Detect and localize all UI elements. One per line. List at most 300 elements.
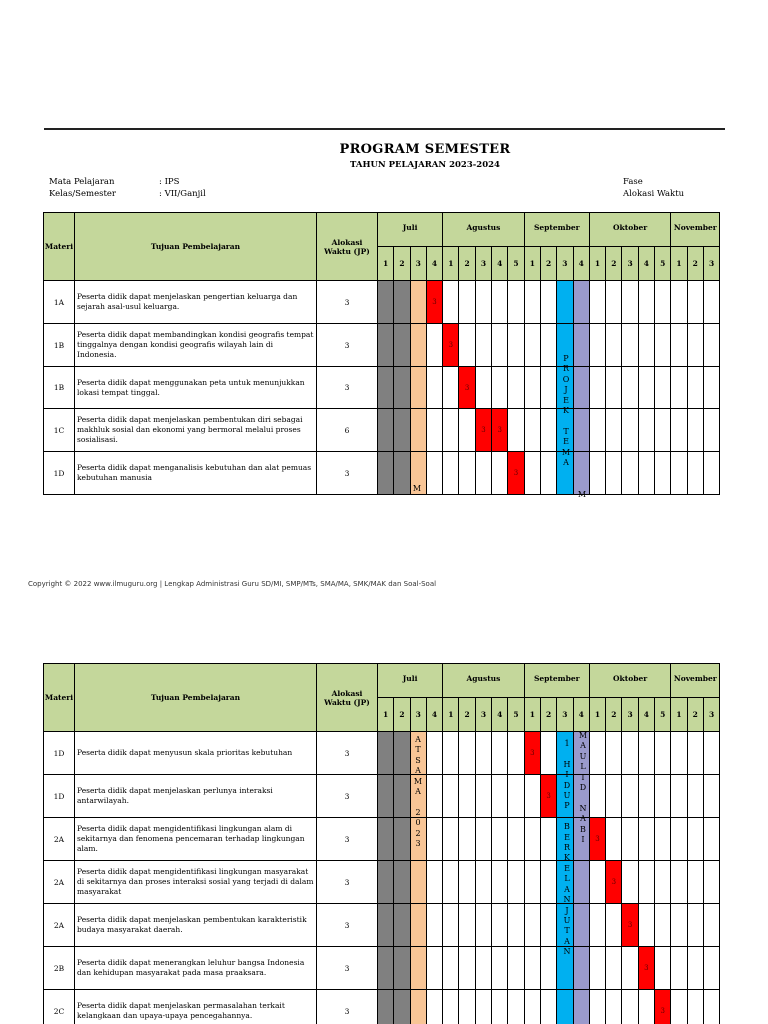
week-cell <box>638 861 654 904</box>
week-cell <box>475 990 491 1024</box>
week-cell <box>589 947 605 990</box>
week-cell <box>475 367 491 409</box>
header-week: 4 <box>573 247 589 281</box>
week-cell <box>671 281 687 324</box>
week-cell <box>378 775 394 818</box>
week-cell <box>426 947 442 990</box>
week-cell <box>622 324 638 367</box>
table-row <box>44 409 720 452</box>
week-cell <box>492 732 508 775</box>
objective-text: Peserta didik dapat menjelaskan pengertian keluarga dan sejarah asal-usul keluarga. <box>75 281 317 324</box>
header-week: 2 <box>540 698 556 732</box>
week-cell <box>443 281 459 324</box>
week-cell <box>459 281 475 324</box>
week-cell <box>687 281 703 324</box>
week-cell <box>638 775 654 818</box>
week-cell <box>622 281 638 324</box>
materi-code: 1D <box>44 732 75 775</box>
week-cell <box>622 367 638 409</box>
header-alokasi: Alokasi Waktu (JP) <box>317 213 378 281</box>
week-cell <box>606 324 622 367</box>
week-cell <box>703 861 719 904</box>
week-cell <box>492 904 508 947</box>
header-week: 5 <box>508 247 524 281</box>
week-cell <box>410 947 426 990</box>
table-row <box>44 947 720 990</box>
header-week: 3 <box>703 698 719 732</box>
week-cell <box>638 732 654 775</box>
week-cell <box>589 324 605 367</box>
week-cell <box>426 324 442 367</box>
week-cell <box>475 281 491 324</box>
week-cell <box>589 775 605 818</box>
week-cell <box>671 732 687 775</box>
week-cell <box>508 990 524 1024</box>
week-cell <box>573 904 589 947</box>
header-month: Oktober <box>589 213 670 247</box>
header-week: 5 <box>508 698 524 732</box>
meta-class: Kelas/Semester : VII/Ganjil <box>49 189 206 199</box>
semester-table-2 <box>43 663 720 1024</box>
week-cell <box>573 452 589 495</box>
week-cell <box>394 367 410 409</box>
week-cell <box>606 367 622 409</box>
week-cell <box>426 732 442 775</box>
materi-code: 1C <box>44 409 75 452</box>
week-cell <box>394 324 410 367</box>
week-cell <box>703 281 719 324</box>
week-cell <box>378 861 394 904</box>
header-week: 4 <box>492 698 508 732</box>
week-cell <box>622 947 638 990</box>
week-cell <box>492 861 508 904</box>
schedule-mark: 3 <box>655 990 671 1024</box>
materi-code: 2B <box>44 947 75 990</box>
week-cell <box>703 367 719 409</box>
week-cell <box>459 861 475 904</box>
week-cell <box>671 775 687 818</box>
schedule-mark: 3 <box>426 281 442 324</box>
week-cell <box>606 904 622 947</box>
week-cell <box>540 409 556 452</box>
header-month: Juli <box>378 664 443 698</box>
week-cell <box>394 947 410 990</box>
week-cell <box>589 990 605 1024</box>
table-row <box>44 775 720 818</box>
header-month: September <box>524 213 589 247</box>
week-cell <box>638 409 654 452</box>
materi-code: 2C <box>44 990 75 1024</box>
week-cell <box>459 324 475 367</box>
week-cell <box>378 281 394 324</box>
week-cell <box>459 990 475 1024</box>
week-cell <box>508 861 524 904</box>
week-cell <box>443 409 459 452</box>
materi-code: 1B <box>44 367 75 409</box>
week-cell <box>378 990 394 1024</box>
page-subtitle: TAHUN PELAJARAN 2023-2024 <box>350 160 500 170</box>
week-cell <box>394 818 410 861</box>
week-cell <box>573 947 589 990</box>
table-row <box>44 281 720 324</box>
semester-table-1 <box>43 212 720 495</box>
week-cell <box>508 947 524 990</box>
week-cell <box>394 861 410 904</box>
week-cell <box>508 281 524 324</box>
vertical-hidup-label: 1 H I D U P B E R K E L A N J U T A N <box>563 739 571 957</box>
jp-value: 3 <box>317 367 378 409</box>
week-cell <box>459 904 475 947</box>
table-row <box>44 452 720 495</box>
jp-value: 3 <box>317 324 378 367</box>
table-row <box>44 990 720 1024</box>
schedule-mark: 3 <box>508 452 524 495</box>
week-cell <box>492 324 508 367</box>
week-cell <box>687 324 703 367</box>
week-cell <box>638 904 654 947</box>
header-month: November <box>671 213 720 247</box>
table-row <box>44 367 720 409</box>
week-cell <box>378 452 394 495</box>
table2-wrap <box>0 663 725 1024</box>
header-month: Agustus <box>443 664 524 698</box>
week-cell <box>475 947 491 990</box>
header-week: 3 <box>622 698 638 732</box>
week-cell <box>540 732 556 775</box>
week-cell <box>540 818 556 861</box>
table-row <box>44 818 720 861</box>
header-week: 5 <box>655 247 671 281</box>
header-week: 1 <box>589 698 605 732</box>
week-cell <box>606 947 622 990</box>
week-cell <box>540 281 556 324</box>
week-cell <box>524 818 540 861</box>
table-row <box>44 324 720 367</box>
header-month: Oktober <box>589 664 670 698</box>
header-week: 2 <box>687 698 703 732</box>
header-week: 2 <box>394 698 410 732</box>
objective-text: Peserta didik dapat menganalisis kebutuhan dan alat pemuas kebutuhan manusia <box>75 452 317 495</box>
schedule-mark: 3 <box>589 818 605 861</box>
header-week: 4 <box>638 698 654 732</box>
week-cell <box>703 990 719 1024</box>
week-cell <box>622 409 638 452</box>
jp-value: 3 <box>317 947 378 990</box>
header-tujuan: Tujuan Pembelajaran <box>75 664 317 732</box>
week-cell <box>671 409 687 452</box>
week-cell <box>443 990 459 1024</box>
week-cell <box>394 452 410 495</box>
week-cell <box>443 904 459 947</box>
week-cell <box>378 324 394 367</box>
week-cell <box>443 732 459 775</box>
week-cell <box>622 775 638 818</box>
objective-text: Peserta didik dapat mengidentifikasi lingkungan alam di sekitarnya dan fenomena pencemaran terhadap lingkungan alam. <box>75 818 317 861</box>
vertical-m-label: M <box>412 484 422 493</box>
week-cell <box>540 947 556 990</box>
week-cell <box>622 990 638 1024</box>
week-cell <box>671 861 687 904</box>
materi-code: 1B <box>44 324 75 367</box>
week-cell <box>410 324 426 367</box>
footer-copyright: Copyright © 2022 www.ilmuguru.org | Lengkap Administrasi Guru SD/MI, SMP/MTs, SMA/MA, SMK/MAK dan Soal-Soal <box>28 580 437 588</box>
schedule-mark: 3 <box>622 904 638 947</box>
week-cell <box>443 947 459 990</box>
week-cell <box>492 367 508 409</box>
week-cell <box>426 990 442 1024</box>
week-cell <box>655 281 671 324</box>
week-cell <box>573 367 589 409</box>
week-cell <box>671 818 687 861</box>
materi-code: 1A <box>44 281 75 324</box>
week-cell <box>622 861 638 904</box>
header-week: 2 <box>606 698 622 732</box>
week-cell <box>475 861 491 904</box>
week-cell <box>540 367 556 409</box>
week-cell <box>687 409 703 452</box>
header-month: November <box>671 664 720 698</box>
week-cell <box>459 732 475 775</box>
week-cell <box>589 732 605 775</box>
week-cell <box>687 775 703 818</box>
header-month: Juli <box>378 213 443 247</box>
week-cell <box>475 904 491 947</box>
header-week: 4 <box>426 247 442 281</box>
week-cell <box>475 775 491 818</box>
week-cell <box>524 990 540 1024</box>
header-week: 3 <box>703 247 719 281</box>
header-week: 2 <box>459 698 475 732</box>
week-cell <box>410 281 426 324</box>
week-cell <box>394 409 410 452</box>
week-cell <box>655 947 671 990</box>
week-cell <box>410 861 426 904</box>
schedule-mark: 3 <box>638 947 654 990</box>
week-cell <box>508 904 524 947</box>
week-cell <box>687 367 703 409</box>
week-cell <box>394 990 410 1024</box>
header-week: 2 <box>606 247 622 281</box>
header-week: 2 <box>394 247 410 281</box>
week-cell <box>508 775 524 818</box>
week-cell <box>622 732 638 775</box>
header-week: 1 <box>589 247 605 281</box>
week-cell <box>426 861 442 904</box>
header-alokasi: Alokasi Waktu (JP) <box>317 664 378 732</box>
week-cell <box>589 452 605 495</box>
week-cell <box>606 775 622 818</box>
jp-value: 6 <box>317 409 378 452</box>
week-cell <box>540 861 556 904</box>
meta-fase: Fase <box>623 177 643 187</box>
week-cell <box>638 324 654 367</box>
meta-subject: Mata Pelajaran : IPS <box>49 177 180 187</box>
week-cell <box>443 818 459 861</box>
objective-text: Peserta didik dapat menerangkan leluhur bangsa Indonesia dan kehidupan masyarakat pada masa praaksara. <box>75 947 317 990</box>
materi-code: 1D <box>44 775 75 818</box>
jp-value: 3 <box>317 732 378 775</box>
week-cell <box>540 904 556 947</box>
schedule-mark: 3 <box>524 732 540 775</box>
week-cell <box>606 990 622 1024</box>
jp-value: 3 <box>317 818 378 861</box>
week-cell <box>378 367 394 409</box>
week-cell <box>524 281 540 324</box>
week-cell <box>557 281 573 324</box>
header-week: 1 <box>671 698 687 732</box>
meta-alokasi: Alokasi Waktu <box>623 189 685 199</box>
week-cell <box>508 367 524 409</box>
jp-value: 3 <box>317 990 378 1024</box>
week-cell <box>703 775 719 818</box>
week-cell <box>492 990 508 1024</box>
schedule-mark: 3 <box>492 409 508 452</box>
header-month: Agustus <box>443 213 524 247</box>
week-cell <box>655 452 671 495</box>
week-cell <box>492 818 508 861</box>
vertical-maulid-label: M A U L I D N A B I <box>578 731 588 845</box>
week-cell <box>459 775 475 818</box>
header-week: 4 <box>426 698 442 732</box>
week-cell <box>687 818 703 861</box>
week-cell <box>589 409 605 452</box>
materi-code: 2A <box>44 861 75 904</box>
header-week: 1 <box>524 247 540 281</box>
materi-code: 2A <box>44 904 75 947</box>
week-cell <box>703 452 719 495</box>
vertical-atsama-label: A T S A M A 2 0 2 3 <box>413 735 423 849</box>
week-cell <box>443 452 459 495</box>
week-cell <box>492 452 508 495</box>
week-cell <box>540 452 556 495</box>
week-cell <box>459 452 475 495</box>
objective-text: Peserta didik dapat membandingkan kondisi geografis tempat tinggalnya dengan kondisi geografis wilayah lain di Indonesia. <box>75 324 317 367</box>
objective-text: Peserta didik dapat mengidentifikasi lingkungan masyarakat di sekitarnya dan proses interaksi sosial yang terjadi di dalam masyarakat <box>75 861 317 904</box>
week-cell <box>394 904 410 947</box>
week-cell <box>475 818 491 861</box>
week-cell <box>638 452 654 495</box>
week-cell <box>622 818 638 861</box>
week-cell <box>378 409 394 452</box>
week-cell <box>687 990 703 1024</box>
week-cell <box>492 775 508 818</box>
week-cell <box>638 818 654 861</box>
week-cell <box>524 452 540 495</box>
week-cell <box>459 409 475 452</box>
meta-left <box>49 176 206 200</box>
week-cell <box>443 861 459 904</box>
materi-code: 2A <box>44 818 75 861</box>
week-cell <box>573 281 589 324</box>
week-cell <box>378 818 394 861</box>
jp-value: 3 <box>317 281 378 324</box>
week-cell <box>573 324 589 367</box>
schedule-mark: 3 <box>475 409 491 452</box>
week-cell <box>606 732 622 775</box>
week-cell <box>655 409 671 452</box>
week-cell <box>671 990 687 1024</box>
week-cell <box>589 367 605 409</box>
header-week: 2 <box>540 247 556 281</box>
week-cell <box>410 990 426 1024</box>
table-row <box>44 732 720 775</box>
schedule-mark: 3 <box>459 367 475 409</box>
week-cell <box>671 324 687 367</box>
jp-value: 3 <box>317 775 378 818</box>
vertical-m2-label: M <box>577 490 587 499</box>
week-cell <box>606 818 622 861</box>
week-cell <box>573 861 589 904</box>
week-cell <box>687 861 703 904</box>
header-week: 3 <box>475 247 491 281</box>
week-cell <box>426 775 442 818</box>
week-cell <box>524 324 540 367</box>
week-cell <box>638 281 654 324</box>
week-cell <box>475 324 491 367</box>
header-week: 3 <box>410 247 426 281</box>
week-cell <box>671 367 687 409</box>
page-title: PROGRAM SEMESTER <box>339 142 511 157</box>
week-cell <box>410 409 426 452</box>
week-cell <box>410 904 426 947</box>
week-cell <box>426 409 442 452</box>
week-cell <box>687 904 703 947</box>
header-week: 3 <box>557 698 573 732</box>
header-week: 1 <box>443 247 459 281</box>
week-cell <box>638 990 654 1024</box>
header-week: 3 <box>410 698 426 732</box>
header-month: September <box>524 664 589 698</box>
header-week: 3 <box>557 247 573 281</box>
week-cell <box>655 732 671 775</box>
week-cell <box>573 990 589 1024</box>
week-cell <box>589 904 605 947</box>
week-cell <box>378 904 394 947</box>
week-cell <box>492 281 508 324</box>
header-week: 2 <box>459 247 475 281</box>
week-cell <box>606 281 622 324</box>
week-cell <box>426 904 442 947</box>
week-cell <box>671 452 687 495</box>
table1-wrap <box>0 212 725 512</box>
week-cell <box>655 818 671 861</box>
materi-code: 1D <box>44 452 75 495</box>
week-cell <box>524 775 540 818</box>
header-week: 1 <box>671 247 687 281</box>
header-week: 1 <box>378 698 394 732</box>
week-cell <box>492 947 508 990</box>
week-cell <box>622 452 638 495</box>
week-cell <box>426 818 442 861</box>
header-week: 2 <box>687 247 703 281</box>
week-cell <box>687 947 703 990</box>
objective-text: Peserta didik dapat menjelaskan perlunya interaksi antarwilayah. <box>75 775 317 818</box>
week-cell <box>687 452 703 495</box>
week-cell <box>524 947 540 990</box>
week-cell <box>557 990 573 1024</box>
week-cell <box>410 367 426 409</box>
week-cell <box>540 324 556 367</box>
week-cell <box>508 732 524 775</box>
week-cell <box>606 452 622 495</box>
week-cell <box>378 947 394 990</box>
week-cell <box>655 861 671 904</box>
week-cell <box>394 281 410 324</box>
schedule-mark: 3 <box>540 775 556 818</box>
week-cell <box>638 367 654 409</box>
week-cell <box>703 732 719 775</box>
jp-value: 3 <box>317 904 378 947</box>
